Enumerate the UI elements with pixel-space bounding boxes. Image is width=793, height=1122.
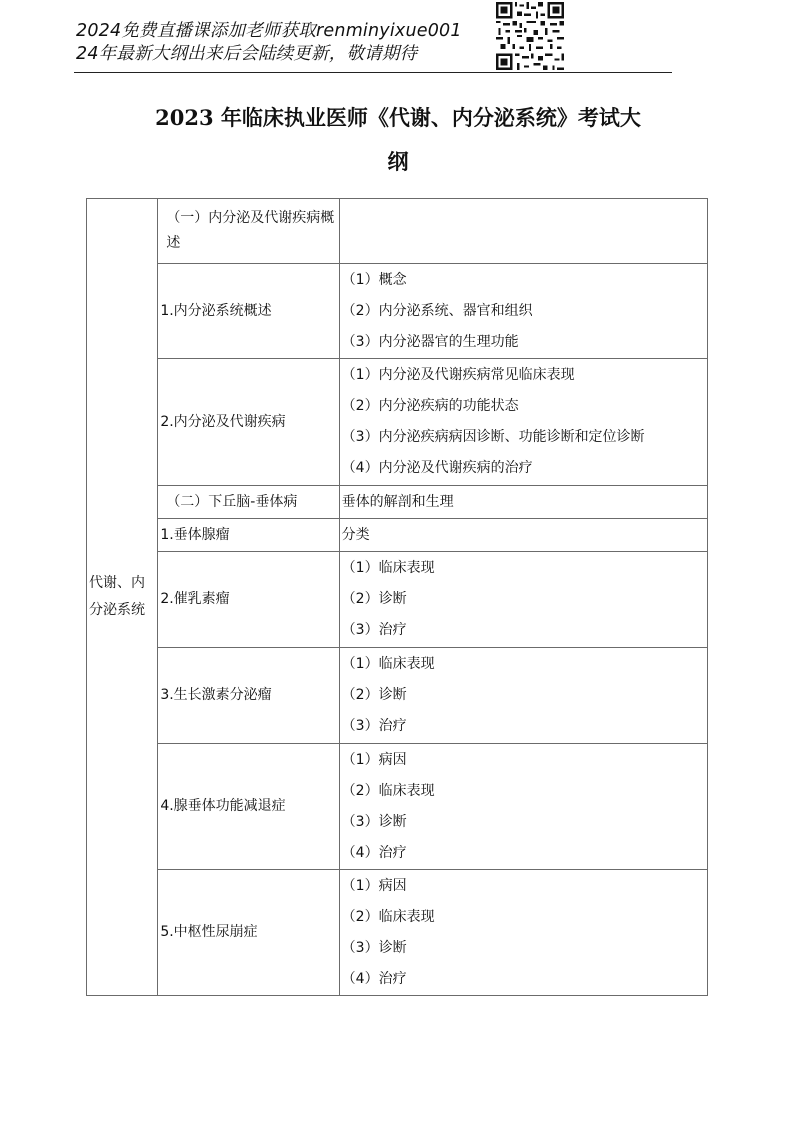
table-row	[87, 264, 708, 359]
points-cell	[339, 264, 707, 359]
topic-cell: （一）内分泌及代谢疾病概述	[158, 199, 339, 264]
point-item: 垂体的解剖和生理	[341, 493, 454, 510]
table-row	[87, 359, 708, 486]
point-item: （2）临床表现	[341, 908, 435, 925]
table-row	[87, 199, 708, 264]
table-row	[87, 648, 708, 744]
points-cell	[339, 486, 707, 519]
table-row	[87, 744, 708, 870]
table-row	[87, 519, 708, 552]
points-cell	[339, 744, 707, 870]
point-item: （2）内分泌系统、器官和组织	[341, 302, 533, 319]
point-item: （4）治疗	[341, 970, 407, 987]
point-item: （3）内分泌疾病病因诊断、功能诊断和定位诊断	[341, 429, 645, 445]
point-item: 分类	[341, 526, 370, 543]
point-item: （1）概念	[341, 271, 407, 288]
syllabus-table	[86, 198, 708, 996]
point-item: （4）内分泌及代谢疾病的治疗	[341, 460, 533, 476]
topic-cell: 5.中枢性尿崩症	[158, 870, 339, 996]
points-cell	[339, 648, 707, 744]
points-cell	[339, 359, 707, 486]
point-item: （3）内分泌器官的生理功能	[341, 333, 519, 350]
topic-cell: 1.内分泌系统概述	[158, 264, 339, 359]
point-item: （2）内分泌疾病的功能状态	[341, 398, 519, 414]
points-cell	[339, 870, 707, 996]
point-item: （1）临床表现	[341, 560, 435, 576]
unit-cell: 代谢、内分泌系统	[87, 199, 158, 996]
point-item: （2）诊断	[341, 591, 407, 607]
table-row	[87, 870, 708, 996]
points-cell	[339, 552, 707, 648]
points-cell	[339, 199, 707, 264]
document-title	[118, 96, 678, 184]
qr-code	[496, 2, 564, 70]
table-row	[87, 486, 708, 519]
points-cell	[339, 519, 707, 552]
topic-cell: 1.垂体腺瘤	[158, 519, 339, 552]
promo-line-1: 2024免费直播课添加老师获取renminyixue001	[76, 21, 462, 41]
topic-cell: （二）下丘脑-垂体病	[158, 486, 339, 519]
topic-cell: 2.内分泌及代谢疾病	[158, 359, 339, 486]
point-item: （1）内分泌及代谢疾病常见临床表现	[341, 367, 575, 383]
document-title-line-1: 2023 年临床执业医师《代谢、内分泌系统》考试大	[155, 105, 641, 130]
point-item: （1）临床表现	[341, 656, 435, 672]
point-item: （3）诊断	[341, 813, 407, 830]
promo-header	[76, 20, 496, 66]
topic-cell: 4.腺垂体功能减退症	[158, 744, 339, 870]
point-item: （3）治疗	[341, 622, 407, 638]
point-item: （2）诊断	[341, 687, 407, 703]
promo-line-2: 24年最新大纲出来后会陆续更新，敬请期待	[76, 44, 418, 64]
point-item: （2）临床表现	[341, 782, 435, 799]
topic-cell: 2.催乳素瘤	[158, 552, 339, 648]
point-item: （1）病因	[341, 751, 407, 768]
point-item: （3）诊断	[341, 939, 407, 956]
topic-cell: 3.生长激素分泌瘤	[158, 648, 339, 744]
point-item: （1）病因	[341, 877, 407, 894]
document-title-line-2: 纲	[387, 149, 409, 174]
header-divider	[74, 72, 672, 73]
point-item: （4）治疗	[341, 844, 407, 861]
table-row	[87, 552, 708, 648]
point-item: （3）治疗	[341, 718, 407, 734]
